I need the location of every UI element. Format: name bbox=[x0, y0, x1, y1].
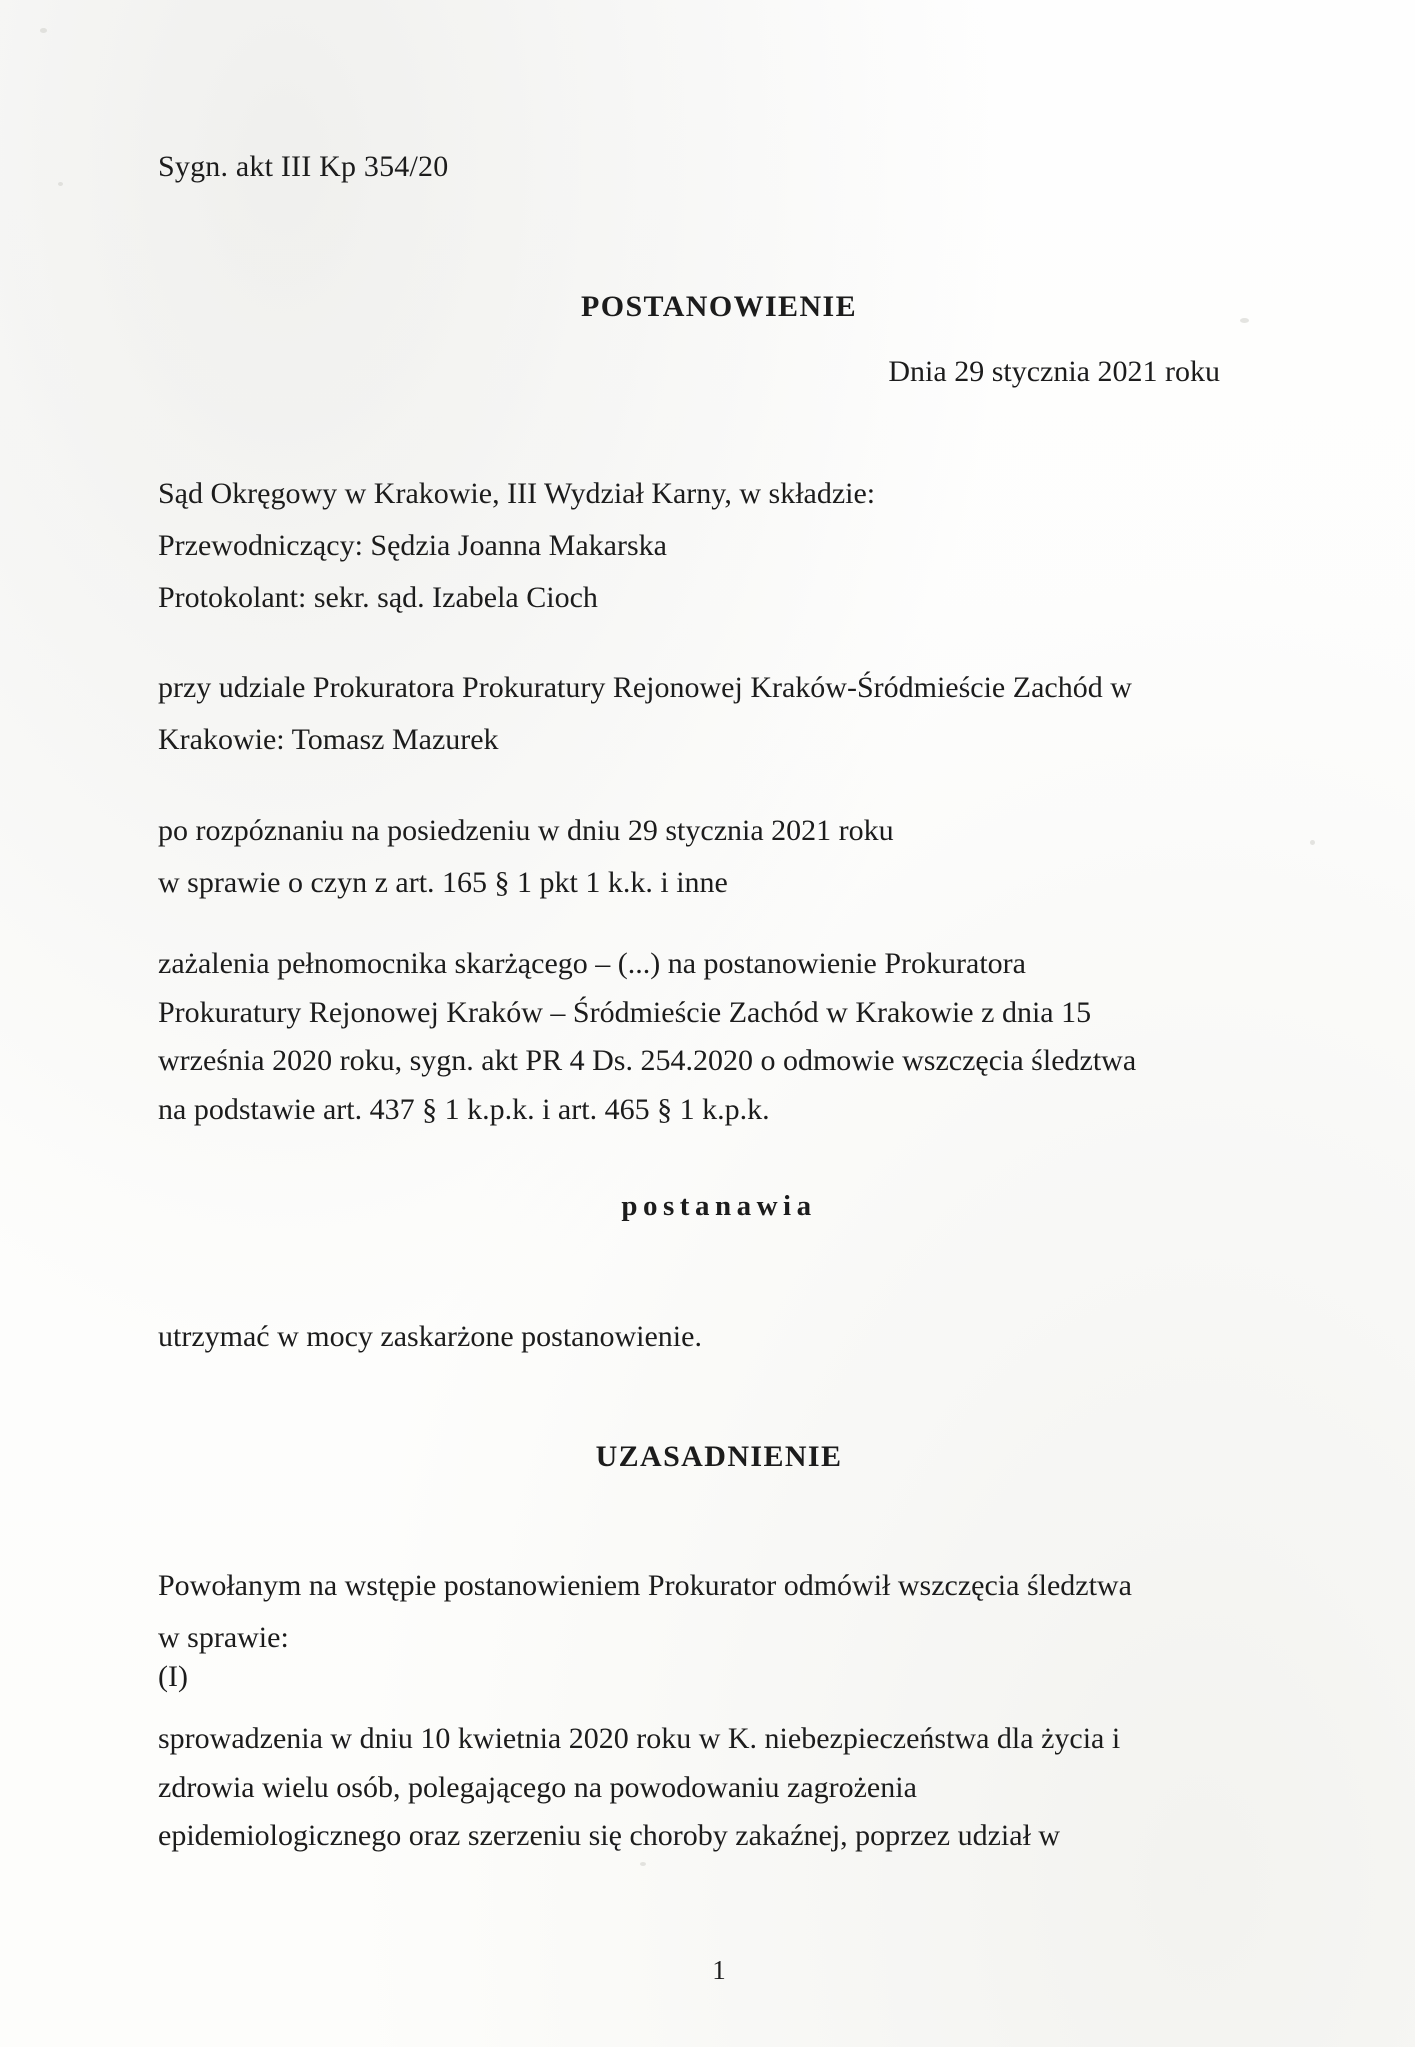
page-number: 1 bbox=[712, 1955, 726, 1985]
complaint-line-4: na podstawie art. 437 § 1 k.p.k. i art. 465 § 1 k.p.k. bbox=[158, 1092, 770, 1126]
prosecutor-line-1: przy udziale Prokuratora Prokuratury Rejonowej Kraków-Śródmieście Zachód w bbox=[158, 671, 1132, 704]
charge-description-block bbox=[158, 1715, 1280, 1861]
session-line-1: po rozpóznaniu na posiedzeniu w dniu 29 stycznia 2021 roku bbox=[158, 814, 894, 847]
justification-intro-line-2: w sprawie: bbox=[158, 1620, 289, 1654]
justification-title: UZASADNIENIE bbox=[595, 1440, 843, 1473]
complaint-line-2: Prokuratury Rejonowej Kraków – Śródmieście Zachód w Krakowie z dnia 15 bbox=[158, 995, 1092, 1029]
justification-intro-block bbox=[158, 1560, 1280, 1664]
clerk-line: Protokolant: sekr. sąd. Izabela Cioch bbox=[158, 580, 598, 614]
item-number: (I) bbox=[158, 1660, 188, 1693]
prosecutor-line-2: Krakowie: Tomasz Mazurek bbox=[158, 722, 499, 756]
ruling-text: utrzymać w mocy zaskarżone postanowienie. bbox=[158, 1320, 702, 1353]
complaint-line-3: września 2020 roku, sygn. akt PR 4 Ds. 254.2020 o odmowie wszczęcia śledztwa bbox=[158, 1044, 1137, 1078]
session-line-2: w sprawie o czyn z art. 165 § 1 pkt 1 k.k. i inne bbox=[158, 865, 728, 899]
session-block bbox=[158, 805, 1280, 909]
court-composition-line: Sąd Okręgowy w Krakowie, III Wydział Karny, w składzie: bbox=[158, 477, 876, 510]
presiding-judge-line: Przewodniczący: Sędzia Joanna Makarska bbox=[158, 528, 667, 562]
prosecutor-block bbox=[158, 662, 1280, 766]
scan-speck bbox=[58, 182, 63, 186]
charge-line-1: sprowadzenia w dniu 10 kwietnia 2020 roku w K. niebezpieczeństwa dla życia i bbox=[158, 1722, 1121, 1755]
ruling-heading: postanawia bbox=[621, 1190, 817, 1222]
charge-line-2: zdrowia wielu osób, polegającego na powodowaniu zagrożenia bbox=[158, 1770, 917, 1804]
court-composition-block bbox=[158, 468, 1280, 624]
document-content bbox=[158, 0, 1280, 2047]
document-title: POSTANOWIENIE bbox=[580, 290, 858, 323]
complaint-line-1: zażalenia pełnomocnika skarżącego – (...) na postanowienie Prokuratora bbox=[158, 947, 1026, 980]
document-date: Dnia 29 stycznia 2021 roku bbox=[888, 355, 1220, 388]
complaint-block bbox=[158, 940, 1280, 1134]
charge-line-3: epidemiologicznego oraz szerzeniu się choroby zakaźnej, poprzez udział w bbox=[158, 1819, 1061, 1853]
justification-intro-line-1: Powołanym na wstępie postanowieniem Prokurator odmówił wszczęcia śledztwa bbox=[158, 1569, 1132, 1602]
scan-speck bbox=[40, 28, 47, 33]
scan-speck bbox=[1310, 840, 1315, 845]
case-signature: Sygn. akt III Kp 354/20 bbox=[158, 150, 449, 183]
